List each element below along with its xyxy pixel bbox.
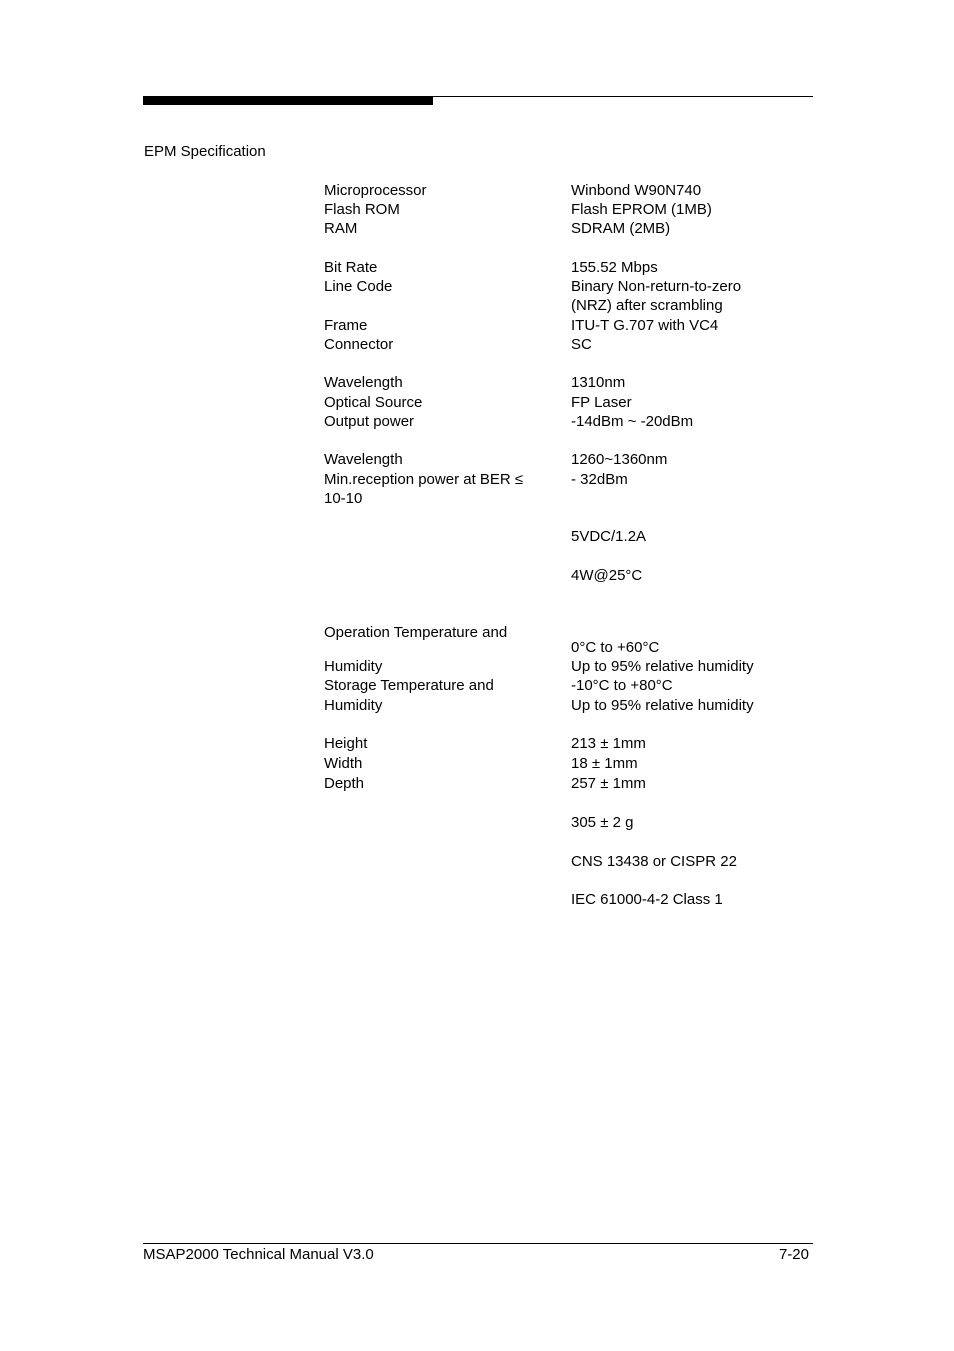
spec-value-tx-wavelength: 1310nm <box>571 374 626 391</box>
spec-label-min-reception-power: Min.reception power at BER ≤ <box>324 471 524 488</box>
spec-label-optical-source: Optical Source <box>324 394 423 411</box>
spec-label-storage-temperature: Storage Temperature and <box>324 677 494 694</box>
spec-value-width: 18 ± 1mm <box>571 755 638 772</box>
spec-value-power-supply: 5VDC/1.2A <box>571 528 647 545</box>
spec-value-operation-temperature: 0°C to +60°C <box>571 639 660 656</box>
spec-label-storage-humidity: Humidity <box>324 697 383 714</box>
spec-value-power-consumption: 4W@25°C <box>571 567 643 584</box>
spec-value-connector: SC <box>571 336 592 353</box>
spec-label-depth: Depth <box>324 775 365 792</box>
spec-label-output-power: Output power <box>324 413 415 430</box>
spec-value-ram: SDRAM (2MB) <box>571 220 671 237</box>
spec-label-operation-humidity: Humidity <box>324 658 383 675</box>
spec-value-storage-humidity: Up to 95% relative humidity <box>571 697 754 714</box>
spec-value-line-code-cont: (NRZ) after scrambling <box>571 297 723 314</box>
section-title: EPM Specification <box>144 143 266 160</box>
spec-label-rx-wavelength: Wavelength <box>324 451 403 468</box>
spec-label-line-code: Line Code <box>324 278 393 295</box>
spec-label-ber-exponent: 10-10 <box>324 490 363 507</box>
spec-label-microprocessor: Microprocessor <box>324 182 427 199</box>
spec-label-height: Height <box>324 735 368 752</box>
spec-value-emi: CNS 13438 or CISPR 22 <box>571 853 737 870</box>
spec-value-frame: ITU-T G.707 with VC4 <box>571 317 719 334</box>
spec-value-weight: 305 ± 2 g <box>571 814 634 831</box>
spec-value-line-code: Binary Non-return-to-zero <box>571 278 742 295</box>
spec-label-bit-rate: Bit Rate <box>324 259 378 276</box>
spec-value-depth: 257 ± 1mm <box>571 775 646 792</box>
spec-label-width: Width <box>324 755 363 772</box>
footer-manual-title: MSAP2000 Technical Manual V3.0 <box>143 1246 374 1263</box>
spec-label-frame: Frame <box>324 317 368 334</box>
spec-value-output-power: -14dBm ~ -20dBm <box>571 413 694 430</box>
spec-label-tx-wavelength: Wavelength <box>324 374 403 391</box>
spec-value-microprocessor: Winbond W90N740 <box>571 182 702 199</box>
spec-value-min-reception-power: - 32dBm <box>571 471 628 488</box>
spec-label-ram: RAM <box>324 220 358 237</box>
spec-value-storage-temperature: -10°C to +80°C <box>571 677 673 694</box>
spec-label-connector: Connector <box>324 336 394 353</box>
spec-label-flash-rom: Flash ROM <box>324 201 400 218</box>
spec-label-operation-temperature: Operation Temperature and <box>324 624 508 641</box>
spec-value-rx-wavelength: 1260~1360nm <box>571 451 668 468</box>
spec-value-bit-rate: 155.52 Mbps <box>571 259 658 276</box>
footer-rule <box>143 1243 813 1244</box>
spec-value-esd: IEC 61000-4-2 Class 1 <box>571 891 723 908</box>
spec-value-flash-rom: Flash EPROM (1MB) <box>571 201 712 218</box>
footer-page-number: 7-20 <box>778 1246 809 1263</box>
spec-value-operation-humidity: Up to 95% relative humidity <box>571 658 754 675</box>
spec-value-height: 213 ± 1mm <box>571 735 646 752</box>
spec-value-optical-source: FP Laser <box>571 394 632 411</box>
header-bar <box>143 96 433 105</box>
